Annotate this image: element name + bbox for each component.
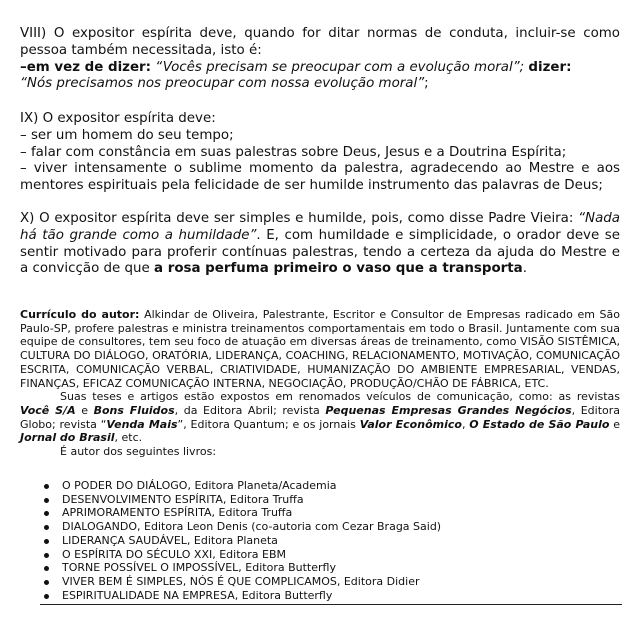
conjunction-text: e	[609, 417, 620, 431]
section-ix-item: – falar com constância em suas palestras sobre Deus, Jesus e a Doutrina Espírita;	[20, 144, 567, 160]
bullet-icon	[44, 539, 49, 544]
bullet-icon	[44, 511, 49, 516]
section-viii	[20, 26, 620, 93]
book-title: O ESPÍRITA DO SÉCULO XXI, Editora EBM	[62, 547, 287, 561]
list-item	[44, 589, 620, 603]
say-label: dizer:	[528, 59, 572, 75]
publications-text: Suas teses e artigos estão expostos em renomados veículos de comunicação, como: as revistas	[60, 390, 620, 404]
list-item	[44, 479, 620, 493]
section-x	[20, 211, 620, 278]
section-x-text	[20, 211, 620, 278]
book-title: APRIMORAMENTO ESPÍRITA, Editora Truffa	[62, 506, 293, 520]
magazine-bons-fluidos: Bons Fluidos	[93, 403, 175, 417]
publications-text: , etc.	[114, 431, 143, 445]
bullet-icon	[44, 580, 49, 585]
section-ix	[20, 111, 620, 195]
vieira-quote: “Nada há tão grande como a humildade”	[20, 211, 620, 243]
publications-text: , da Editora Abril; revista	[174, 403, 320, 417]
magazine-venda-mais: Venda Mais	[106, 417, 178, 431]
section-x-intro: X) O expositor espírita deve ser simples e humilde, pois, como disse Padre Vieira:	[20, 211, 574, 226]
book-title: TORNE POSSÍVEL O IMPOSSÍVEL, Editora Butterfly	[62, 561, 336, 575]
newspaper-jornal-do-brasil: Jornal do Brasil	[20, 431, 115, 445]
section-viii-end: ;	[424, 76, 429, 92]
list-item	[44, 561, 620, 575]
footer-divider	[40, 604, 622, 605]
quote-nos: “Nós precisamos nos preocupar com nossa evolução moral”	[20, 76, 425, 92]
instead-of-saying-label: –em vez de dizer:	[20, 59, 151, 75]
section-ix-item: – ser um homem do seu tempo;	[20, 127, 234, 143]
list-item	[44, 493, 620, 507]
list-item	[44, 548, 620, 562]
newspaper-valor: Valor Econômico	[359, 417, 462, 431]
conjunction-text: e	[75, 403, 94, 417]
bullet-icon	[44, 484, 49, 489]
section-viii-line1: VIII) O expositor espírita deve, quando for ditar normas de conduta, incluir-se como pessoa também necessitada, isto é:	[20, 26, 620, 58]
publications-paragraph	[20, 390, 620, 445]
list-item	[44, 534, 620, 548]
book-title: ESPIRITUALIDADE NA EMPRESA, Editora Butterfly	[62, 588, 333, 602]
publications-text: , Editora Globo; revista “	[20, 403, 621, 431]
publications-text: ”, Editora Quantum; e os jornais	[177, 417, 356, 431]
list-item	[44, 575, 620, 589]
section-viii-text	[20, 26, 620, 93]
section-x-middle: . E, com humildade e simplicidade, o orador deve se sentir motivado para proferir contínuas palestras, tendo a certeza da ajuda do Mestre e a convicção de que	[20, 227, 620, 277]
book-title: O PODER DO DIÁLOGO, Editora Planeta/Academia	[62, 479, 337, 492]
curriculum-label: Currículo do autor:	[20, 308, 140, 321]
section-ix-item: – viver intensamente o sublime momento da palestra, agradecendo ao Mestre e aos mentores espirituais pela felicidade de ser humilde instrumento das palavras de Deus;	[20, 161, 620, 194]
curriculum-paragraph	[20, 308, 620, 390]
newspaper-estado: O Estado de São Paulo	[469, 417, 610, 431]
magazine-voce-sa: Você S/A	[20, 403, 76, 417]
book-title: LIDERANÇA SAUDÁVEL, Editora Planeta	[62, 533, 278, 547]
section-ix-title: IX) O expositor espírita deve:	[20, 111, 216, 126]
rose-quote: a rosa perfuma primeiro o vaso que a transporta	[154, 261, 523, 277]
bullet-icon	[44, 594, 49, 599]
list-item	[44, 506, 620, 520]
books-intro: É autor dos seguintes livros:	[60, 445, 217, 459]
magazine-pequenas-empresas: Pequenas Empresas Grandes Negócios	[325, 403, 572, 417]
book-title: VIVER BEM É SIMPLES, NÓS É QUE COMPLICAMOS, Editora Didier	[62, 574, 420, 588]
list-item	[44, 520, 620, 534]
punctuation-text: ,	[461, 417, 466, 431]
curriculum-text: Alkindar de Oliveira, Palestrante, Escritor e Consultor de Empresas radicado em São Paulo-SP, profere palestras e ministra treinamentos comportamentais em todo o Brasil. Juntamente com sua equipe de consultores, tem seu foco de atuação em diversas áreas de treinamento, como VISÃO SISTÊMICA, CULTURA DO DIÁLOGO, ORATÓRIA, LIDERANÇA, COACHING, RELACIONAMENTO, MOTIVAÇÃO, COMUNICAÇÃO ESCRITA, COMUNICAÇÃO VERBAL, CRIATIVIDADE, HUMANIZAÇÃO DO AMBIENTE EMPRESARIAL, VENDAS, FINANÇAS, EFICAZ COMUNICAÇÃO INTERNA, NEGOCIAÇÃO, PRODUÇÃO/CHÃO DE FÁBRICA, ETC.	[20, 308, 620, 390]
section-x-period: .	[522, 261, 527, 277]
books-list	[44, 479, 620, 602]
author-curriculum	[20, 308, 620, 459]
bullet-icon	[44, 525, 49, 530]
bullet-icon	[44, 553, 49, 558]
book-title: DIALOGANDO, Editora Leon Denis (co-autoria com Cezar Braga Said)	[62, 520, 442, 534]
book-title: DESENVOLVIMENTO ESPÍRITA, Editora Truffa	[62, 492, 304, 506]
bullet-icon	[44, 566, 49, 571]
quote-voces: “Vocês precisam se preocupar com a evolução moral”;	[155, 59, 525, 75]
bullet-icon	[44, 498, 49, 503]
